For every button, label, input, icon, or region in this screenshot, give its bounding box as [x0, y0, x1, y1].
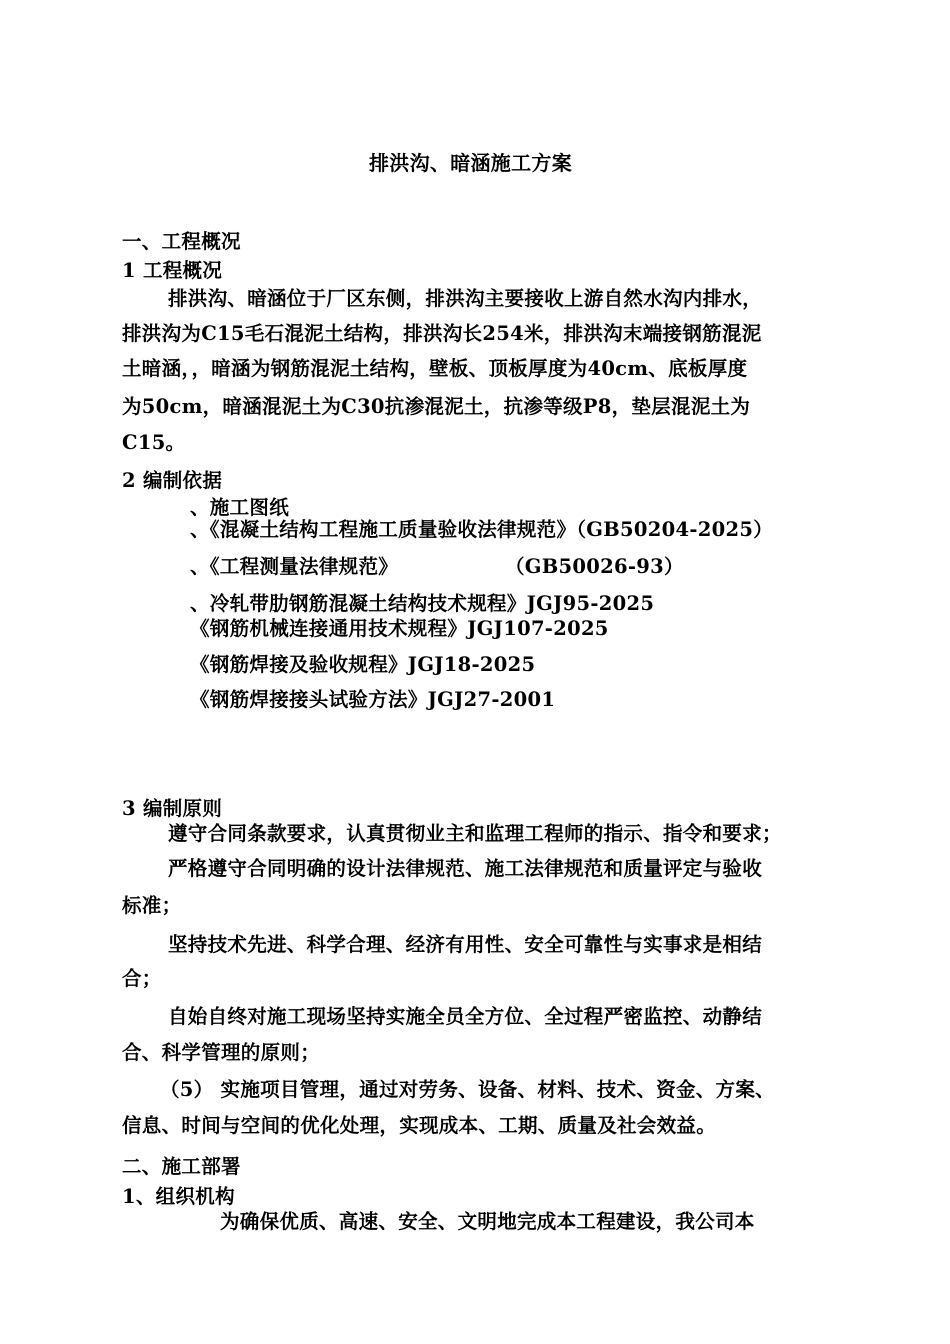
overview-paragraph-line: C15。: [122, 431, 186, 454]
principles-paragraph-line: 严格遵守合同明确的设计法律规范、施工法律规范和质量评定与验收: [168, 857, 763, 880]
principles-paragraph-line: 遵守合同条款要求，认真贯彻业主和监理工程师的指示、指令和要求；: [168, 822, 782, 845]
principles-paragraph-line: 合、科学管理的原则；: [122, 1041, 321, 1064]
overview-paragraph-line: 排洪沟、暗涵位于厂区东侧，排洪沟主要接收上游自然水沟内排水，: [168, 287, 763, 310]
section-heading-deployment: 二、施工部署: [122, 1155, 241, 1178]
overview-paragraph-line: 为50cm，暗涵混泥土为C30抗渗混泥土，抗渗等级P8，垫层混泥土为: [122, 395, 751, 418]
principles-paragraph-line: 自始自终对施工现场坚持实施全员全方位、全过程严密监控、动静结: [168, 1005, 763, 1028]
basis-list-item: 《钢筋焊接及验收规程》JGJ18-2025: [190, 653, 536, 676]
basis-list-item: 《钢筋机械连接通用技术规程》JGJ107-2025: [190, 617, 609, 640]
basis-list-item: 、冷轧带肋钢筋混凝土结构技术规程》JGJ95-2025: [190, 592, 655, 615]
section-heading-overview: 一、工程概况: [122, 230, 241, 253]
overview-paragraph-line: 土暗涵，，暗涵为钢筋混泥土结构，壁板、顶板厚度为40cm、底板厚度: [122, 357, 748, 380]
subsection-heading-overview: 1 工程概况: [122, 259, 223, 282]
overview-paragraph-line: 排洪沟为C15毛石混泥土结构，排洪沟长254米，排洪沟末端接钢筋混泥: [122, 322, 762, 345]
basis-list-item: 、《工程测量法律规范》: [190, 555, 399, 578]
subsection-heading-organization: 1、组织机构: [122, 1185, 235, 1208]
subsection-heading-basis: 2 编制依据: [122, 469, 223, 492]
document-title: 排洪沟、暗涵施工方案: [369, 151, 572, 175]
principles-paragraph-line: 信息、时间与空间的优化处理，实现成本、工期、质量及社会效益。: [122, 1114, 717, 1137]
basis-list-item: 、施工图纸: [190, 496, 290, 519]
principles-paragraph-line: 标准；: [122, 894, 182, 917]
subsection-heading-principles: 3 编制原则: [122, 797, 223, 820]
basis-list-item: 、《混凝土结构工程施工质量验收法律规范》（GB50204-2025）: [190, 518, 774, 541]
basis-list-item: 《钢筋焊接接头试验方法》JGJ27-2001: [190, 688, 556, 711]
principles-paragraph-line: 合；: [122, 967, 162, 990]
principles-paragraph-line: 坚持技术先进、科学合理、经济有用性、安全可靠性与实事求是相结: [168, 933, 763, 956]
basis-list-item-code: （GB50026-93）: [505, 555, 684, 578]
organization-paragraph-line: 为确保优质、高速、安全、文明地完成本工程建设，我公司本: [220, 1210, 755, 1233]
principles-paragraph-line: （5） 实施项目管理，通过对劳务、设备、材料、技术、资金、方案、: [160, 1078, 775, 1101]
